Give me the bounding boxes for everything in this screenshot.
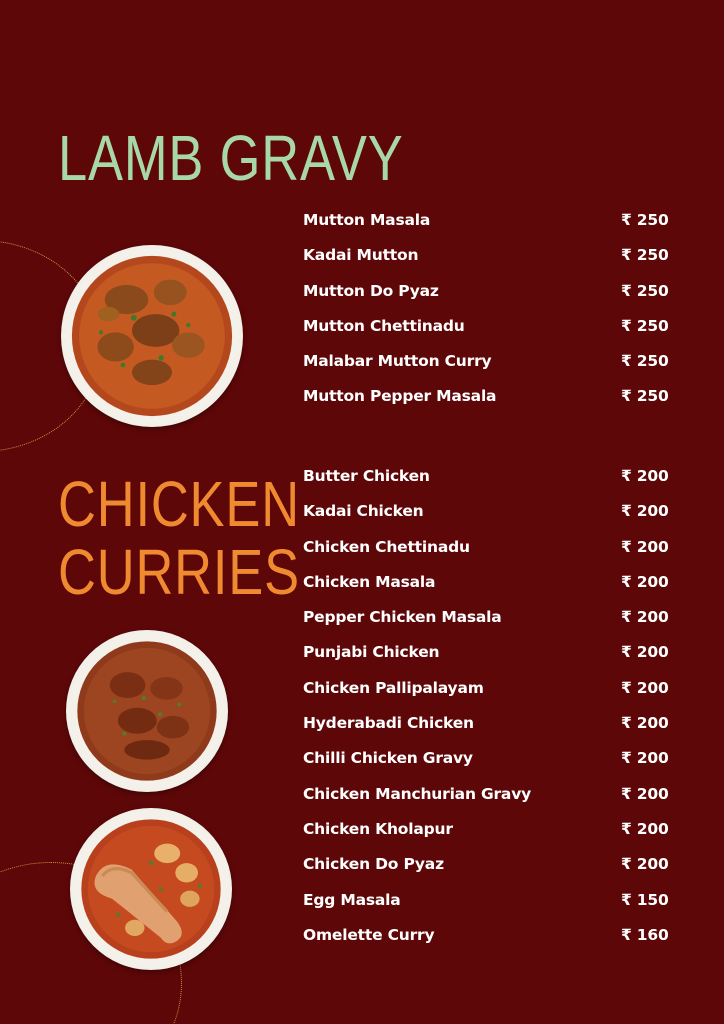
item-price: ₹ 160 (621, 925, 669, 944)
item-price: ₹ 250 (621, 387, 669, 406)
item-price: ₹ 200 (621, 502, 669, 521)
item-name: Mutton Masala (303, 211, 431, 229)
menu-item (303, 679, 667, 714)
item-name: Malabar Mutton Curry (303, 352, 492, 371)
item-price: ₹ 200 (621, 855, 669, 874)
chicken-curries-menu-list (303, 467, 667, 961)
item-price: ₹ 150 (621, 890, 669, 909)
item-name: Omelette Curry (303, 925, 435, 944)
item-name: Chicken Do Pyaz (303, 855, 444, 874)
item-name: Kadai Chicken (303, 502, 424, 521)
item-name: Chicken Chettinadu (303, 537, 470, 556)
item-price: ₹ 200 (621, 467, 669, 485)
menu-item (303, 502, 667, 537)
item-name: Egg Masala (303, 890, 401, 909)
item-price: ₹ 200 (621, 572, 669, 591)
item-name: Chicken Manchurian Gravy (303, 784, 532, 803)
item-price: ₹ 200 (621, 678, 669, 697)
menu-item (303, 211, 667, 246)
menu-item (303, 538, 667, 573)
item-price: ₹ 200 (621, 714, 669, 733)
chicken-curries-title (58, 470, 300, 606)
item-price: ₹ 250 (621, 352, 669, 371)
menu-item (303, 820, 667, 855)
menu-item (303, 352, 667, 387)
item-price: ₹ 250 (621, 246, 669, 265)
item-name: Hyderabadi Chicken (303, 714, 474, 733)
item-price: ₹ 200 (621, 608, 669, 627)
item-name: Mutton Pepper Masala (303, 387, 497, 406)
item-price: ₹ 200 (621, 537, 669, 556)
menu-item (303, 246, 667, 281)
menu-item (303, 643, 667, 678)
item-name: Chicken Pallipalayam (303, 678, 484, 697)
item-price: ₹ 250 (621, 281, 669, 300)
menu-item (303, 714, 667, 749)
item-price: ₹ 200 (621, 819, 669, 838)
menu-item (303, 608, 667, 643)
item-price: ₹ 200 (621, 749, 669, 768)
menu-item (303, 387, 667, 422)
item-name: Butter Chicken (303, 467, 430, 485)
chicken-curry-dish-image (66, 630, 228, 792)
menu-item (303, 749, 667, 784)
chicken-curries-title-line-1: CHICKEN (58, 468, 300, 540)
menu-item (303, 282, 667, 317)
menu-item (303, 573, 667, 608)
item-name: Chicken Masala (303, 572, 436, 591)
item-name: Mutton Chettinadu (303, 316, 465, 335)
menu-item (303, 785, 667, 820)
item-price: ₹ 250 (621, 211, 669, 229)
item-name: Punjabi Chicken (303, 643, 440, 662)
menu-item (303, 891, 667, 926)
menu-item (303, 317, 667, 352)
lamb-gravy-title: LAMB GRAVY (58, 122, 404, 194)
item-price: ₹ 250 (621, 316, 669, 335)
chicken-curries-title-line-2: CURRIES (58, 536, 300, 608)
chicken-leg-curry-dish-image (70, 808, 232, 970)
item-price: ₹ 200 (621, 784, 669, 803)
lamb-gravy-dish-image (61, 245, 243, 427)
menu-item (303, 855, 667, 890)
item-name: Chilli Chicken Gravy (303, 749, 473, 768)
item-price: ₹ 200 (621, 643, 669, 662)
item-name: Kadai Mutton (303, 246, 419, 265)
menu-item (303, 926, 667, 961)
item-name: Mutton Do Pyaz (303, 281, 439, 300)
lamb-gravy-menu-list (303, 211, 667, 423)
menu-item (303, 467, 667, 502)
item-name: Pepper Chicken Masala (303, 608, 502, 627)
item-name: Chicken Kholapur (303, 819, 453, 838)
